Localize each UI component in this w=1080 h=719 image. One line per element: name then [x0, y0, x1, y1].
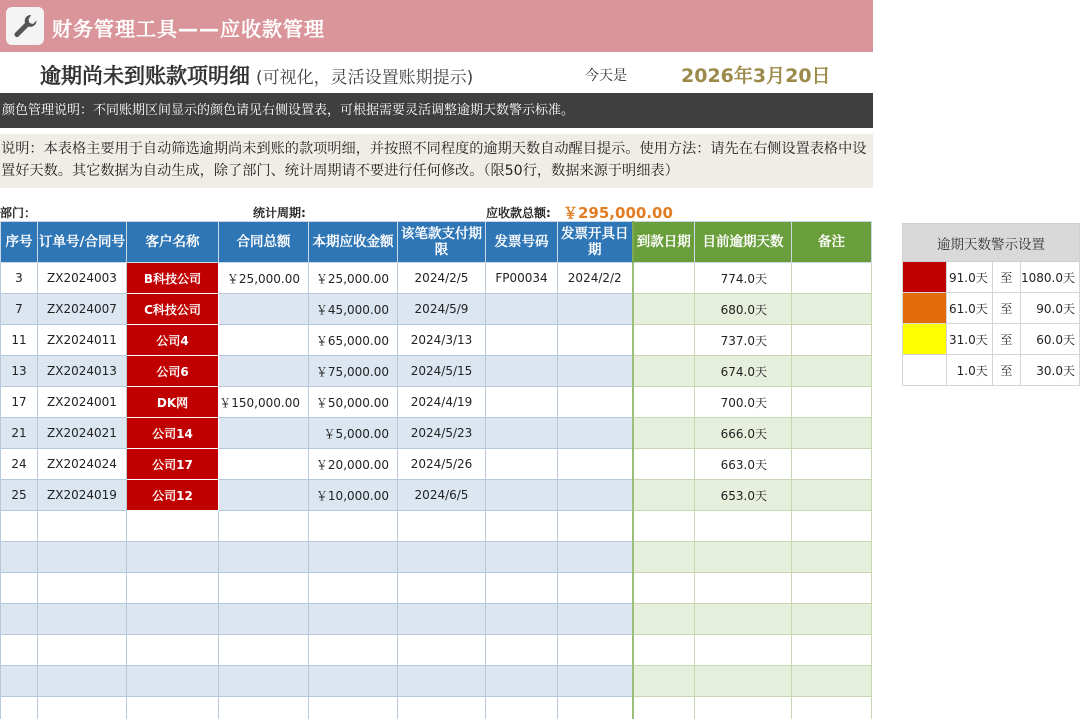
- invoice-date[interactable]: [558, 666, 633, 697]
- customer-name[interactable]: 公司4: [127, 325, 219, 356]
- row-number[interactable]: 21: [1, 418, 38, 449]
- note[interactable]: [792, 325, 872, 356]
- note[interactable]: [792, 697, 872, 719]
- payment-deadline[interactable]: 2024/6/5: [398, 480, 486, 511]
- invoice-number[interactable]: [486, 697, 558, 719]
- column-header[interactable]: 订单号/合同号: [38, 222, 127, 263]
- table-row[interactable]: [1, 573, 872, 604]
- table-row[interactable]: [1, 263, 872, 294]
- contract-total[interactable]: ￥150,000.00: [219, 387, 309, 418]
- warning-row: [903, 324, 1080, 355]
- overdue-days[interactable]: 680.0天: [695, 294, 792, 325]
- invoice-date[interactable]: [558, 542, 633, 573]
- due-amount[interactable]: ￥75,000.00: [309, 356, 398, 387]
- customer-name[interactable]: B科技公司: [127, 263, 219, 294]
- invoice-number[interactable]: [486, 356, 558, 387]
- usage-description: 说明：本表格主要用于自动筛选逾期尚未到账的款项明细，并按照不同程度的逾期天数自动醒目提示。使用方法：请先在右侧设置表格中设置好天数。其它数据为自动生成，除了部门、统计周期请不要进行任何修改。（限50行，数据来源于明细表）: [0, 134, 873, 188]
- overdue-days[interactable]: 653.0天: [695, 480, 792, 511]
- invoice-date[interactable]: [558, 449, 633, 480]
- invoice-number[interactable]: [486, 604, 558, 635]
- payment-date[interactable]: [633, 294, 695, 325]
- app-banner: [0, 0, 873, 52]
- row-number[interactable]: [1, 573, 38, 604]
- contract-total[interactable]: [219, 635, 309, 666]
- order-number[interactable]: [38, 635, 127, 666]
- contract-total[interactable]: [219, 511, 309, 542]
- payment-deadline[interactable]: [398, 697, 486, 719]
- table-row[interactable]: [1, 604, 872, 635]
- customer-name[interactable]: [127, 697, 219, 719]
- color-note: 颜色管理说明：不同账期区间显示的颜色请见右侧设置表，可根据需要灵活调整逾期天数警示标准。: [0, 93, 873, 128]
- note[interactable]: [792, 666, 872, 697]
- row-number[interactable]: 7: [1, 294, 38, 325]
- overdue-days[interactable]: [695, 573, 792, 604]
- row-number[interactable]: [1, 604, 38, 635]
- row-number[interactable]: 24: [1, 449, 38, 480]
- due-amount[interactable]: [309, 635, 398, 666]
- invoice-date[interactable]: [558, 356, 633, 387]
- invoice-number[interactable]: [486, 635, 558, 666]
- payment-date[interactable]: [633, 666, 695, 697]
- range-separator: 至: [992, 293, 1020, 324]
- range-from[interactable]: 1.0天: [946, 355, 992, 386]
- table-row[interactable]: [1, 666, 872, 697]
- invoice-date[interactable]: [558, 573, 633, 604]
- invoice-number[interactable]: FP00034: [486, 263, 558, 294]
- page-subtitle: (可视化，灵活设置账期提示): [256, 68, 474, 88]
- range-separator: 至: [992, 355, 1020, 386]
- payment-date[interactable]: [633, 387, 695, 418]
- order-number[interactable]: [38, 511, 127, 542]
- row-number[interactable]: [1, 635, 38, 666]
- contract-total[interactable]: [219, 449, 309, 480]
- page-title: [40, 60, 473, 90]
- order-number[interactable]: ZX2024011: [38, 325, 127, 356]
- table-row[interactable]: [1, 697, 872, 719]
- order-number[interactable]: ZX2024019: [38, 480, 127, 511]
- column-header[interactable]: 该笔款支付期限: [398, 222, 486, 263]
- note[interactable]: [792, 511, 872, 542]
- due-amount[interactable]: [309, 542, 398, 573]
- contract-total[interactable]: [219, 418, 309, 449]
- note[interactable]: [792, 294, 872, 325]
- invoice-date[interactable]: [558, 325, 633, 356]
- color-swatch[interactable]: [903, 355, 947, 386]
- payment-date[interactable]: [633, 511, 695, 542]
- payment-date[interactable]: [633, 697, 695, 719]
- customer-name[interactable]: [127, 511, 219, 542]
- customer-name[interactable]: [127, 604, 219, 635]
- contract-total[interactable]: [219, 325, 309, 356]
- contract-total[interactable]: [219, 294, 309, 325]
- overdue-days[interactable]: 737.0天: [695, 325, 792, 356]
- invoice-number[interactable]: [486, 418, 558, 449]
- invoice-number[interactable]: [486, 542, 558, 573]
- payment-deadline[interactable]: [398, 604, 486, 635]
- table-row[interactable]: [1, 356, 872, 387]
- note[interactable]: [792, 480, 872, 511]
- order-number[interactable]: ZX2024003: [38, 263, 127, 294]
- note[interactable]: [792, 542, 872, 573]
- warning-row: [903, 262, 1080, 293]
- payment-deadline[interactable]: 2024/5/15: [398, 356, 486, 387]
- today-label: 今天是: [585, 68, 627, 84]
- invoice-date[interactable]: [558, 697, 633, 719]
- wrench-icon[interactable]: [6, 7, 44, 45]
- range-from[interactable]: 61.0天: [946, 293, 992, 324]
- customer-name[interactable]: 公司12: [127, 480, 219, 511]
- payment-date[interactable]: [633, 325, 695, 356]
- dept-label: 部门：: [0, 206, 37, 220]
- order-number[interactable]: [38, 697, 127, 719]
- note[interactable]: [792, 356, 872, 387]
- payment-date[interactable]: [633, 542, 695, 573]
- table-row[interactable]: [1, 387, 872, 418]
- column-header[interactable]: 目前逾期天数: [695, 222, 792, 263]
- column-header[interactable]: 序号: [1, 222, 38, 263]
- invoice-date[interactable]: 2024/2/2: [558, 263, 633, 294]
- due-amount[interactable]: ￥5,000.00: [309, 418, 398, 449]
- customer-name[interactable]: 公司6: [127, 356, 219, 387]
- customer-name[interactable]: [127, 666, 219, 697]
- range-separator: 至: [992, 262, 1020, 293]
- due-amount[interactable]: [309, 697, 398, 719]
- overdue-days[interactable]: 674.0天: [695, 356, 792, 387]
- payment-deadline[interactable]: [398, 511, 486, 542]
- contract-total[interactable]: ￥25,000.00: [219, 263, 309, 294]
- contract-total[interactable]: [219, 697, 309, 719]
- invoice-date[interactable]: [558, 418, 633, 449]
- customer-name[interactable]: C科技公司: [127, 294, 219, 325]
- overdue-days[interactable]: 700.0天: [695, 387, 792, 418]
- invoice-date[interactable]: [558, 635, 633, 666]
- due-amount[interactable]: [309, 666, 398, 697]
- column-header[interactable]: 到款日期: [633, 222, 695, 263]
- row-number[interactable]: [1, 697, 38, 719]
- payment-date[interactable]: [633, 418, 695, 449]
- payment-deadline[interactable]: 2024/2/5: [398, 263, 486, 294]
- due-amount[interactable]: ￥20,000.00: [309, 449, 398, 480]
- row-number[interactable]: 3: [1, 263, 38, 294]
- invoice-number[interactable]: [486, 294, 558, 325]
- range-from[interactable]: 91.0天: [946, 262, 992, 293]
- range-to[interactable]: 30.0天: [1020, 355, 1079, 386]
- order-number[interactable]: [38, 666, 127, 697]
- due-amount[interactable]: [309, 511, 398, 542]
- order-number[interactable]: [38, 542, 127, 573]
- row-number[interactable]: 17: [1, 387, 38, 418]
- row-number[interactable]: 13: [1, 356, 38, 387]
- today-date: 2026年3月20日: [681, 65, 831, 87]
- overdue-days[interactable]: [695, 604, 792, 635]
- overdue-days[interactable]: [695, 697, 792, 719]
- column-header[interactable]: 备注: [792, 222, 872, 263]
- overdue-days[interactable]: 663.0天: [695, 449, 792, 480]
- invoice-number[interactable]: [486, 511, 558, 542]
- invoice-date[interactable]: [558, 511, 633, 542]
- total-value: ￥295,000.00: [563, 204, 673, 222]
- contract-total[interactable]: [219, 604, 309, 635]
- contract-total[interactable]: [219, 542, 309, 573]
- invoice-date[interactable]: [558, 604, 633, 635]
- table-row[interactable]: [1, 635, 872, 666]
- table-row[interactable]: [1, 449, 872, 480]
- range-separator: 至: [992, 324, 1020, 355]
- warning-row: [903, 293, 1080, 324]
- table-row[interactable]: [1, 325, 872, 356]
- customer-name[interactable]: [127, 573, 219, 604]
- payment-date[interactable]: [633, 480, 695, 511]
- customer-name[interactable]: [127, 635, 219, 666]
- row-number[interactable]: 25: [1, 480, 38, 511]
- customer-name[interactable]: 公司14: [127, 418, 219, 449]
- column-header[interactable]: 合同总额: [219, 222, 309, 263]
- overdue-days[interactable]: [695, 542, 792, 573]
- customer-name[interactable]: 公司17: [127, 449, 219, 480]
- due-amount[interactable]: ￥65,000.00: [309, 325, 398, 356]
- table-body: [1, 263, 872, 719]
- table-row[interactable]: [1, 294, 872, 325]
- app-title: 财务管理工具——应收款管理: [52, 17, 325, 41]
- due-amount[interactable]: ￥45,000.00: [309, 294, 398, 325]
- row-number[interactable]: 11: [1, 325, 38, 356]
- invoice-number[interactable]: [486, 449, 558, 480]
- note[interactable]: [792, 604, 872, 635]
- payment-deadline[interactable]: 2024/5/9: [398, 294, 486, 325]
- due-amount[interactable]: ￥25,000.00: [309, 263, 398, 294]
- contract-total[interactable]: [219, 573, 309, 604]
- invoice-date[interactable]: [558, 294, 633, 325]
- total-label: 应收款总额:: [486, 206, 551, 220]
- order-number[interactable]: [38, 604, 127, 635]
- payment-date[interactable]: [633, 263, 695, 294]
- table-header: [1, 222, 872, 263]
- payment-deadline[interactable]: 2024/5/26: [398, 449, 486, 480]
- note[interactable]: [792, 263, 872, 294]
- order-number[interactable]: ZX2024013: [38, 356, 127, 387]
- period-label: 统计周期:: [253, 206, 306, 220]
- payment-date[interactable]: [633, 573, 695, 604]
- table-row[interactable]: [1, 542, 872, 573]
- invoice-number[interactable]: [486, 387, 558, 418]
- invoice-number[interactable]: [486, 573, 558, 604]
- customer-name[interactable]: [127, 542, 219, 573]
- range-to[interactable]: 1080.0天: [1020, 262, 1079, 293]
- warning-row: [903, 355, 1080, 386]
- payment-deadline[interactable]: [398, 666, 486, 697]
- customer-name[interactable]: DK网: [127, 387, 219, 418]
- overdue-table: [0, 221, 872, 719]
- note[interactable]: [792, 449, 872, 480]
- invoice-number[interactable]: [486, 480, 558, 511]
- table-row[interactable]: [1, 480, 872, 511]
- note[interactable]: [792, 387, 872, 418]
- payment-deadline[interactable]: [398, 573, 486, 604]
- overdue-days[interactable]: [695, 666, 792, 697]
- table-row[interactable]: [1, 418, 872, 449]
- row-number[interactable]: [1, 666, 38, 697]
- row-number[interactable]: [1, 511, 38, 542]
- invoice-number[interactable]: [486, 666, 558, 697]
- warning-settings-body: [903, 262, 1080, 386]
- payment-date[interactable]: [633, 635, 695, 666]
- range-to[interactable]: 90.0天: [1020, 293, 1079, 324]
- due-amount[interactable]: ￥10,000.00: [309, 480, 398, 511]
- payment-deadline[interactable]: 2024/5/23: [398, 418, 486, 449]
- column-header[interactable]: 发票号码: [486, 222, 558, 263]
- color-swatch[interactable]: [903, 293, 947, 324]
- order-number[interactable]: ZX2024021: [38, 418, 127, 449]
- column-header[interactable]: 本期应收金额: [309, 222, 398, 263]
- due-amount[interactable]: ￥50,000.00: [309, 387, 398, 418]
- payment-deadline[interactable]: 2024/3/13: [398, 325, 486, 356]
- order-number[interactable]: ZX2024001: [38, 387, 127, 418]
- warning-settings-table: [902, 223, 1080, 386]
- color-swatch[interactable]: [903, 324, 947, 355]
- payment-deadline[interactable]: [398, 635, 486, 666]
- payment-date[interactable]: [633, 604, 695, 635]
- order-number[interactable]: ZX2024024: [38, 449, 127, 480]
- note[interactable]: [792, 573, 872, 604]
- note[interactable]: [792, 635, 872, 666]
- range-to[interactable]: 60.0天: [1020, 324, 1079, 355]
- invoice-number[interactable]: [486, 325, 558, 356]
- note[interactable]: [792, 418, 872, 449]
- overdue-days[interactable]: [695, 511, 792, 542]
- payment-date[interactable]: [633, 449, 695, 480]
- overdue-days[interactable]: [695, 635, 792, 666]
- contract-total[interactable]: [219, 666, 309, 697]
- contract-total[interactable]: [219, 480, 309, 511]
- range-from[interactable]: 31.0天: [946, 324, 992, 355]
- invoice-date[interactable]: [558, 480, 633, 511]
- due-amount[interactable]: [309, 573, 398, 604]
- order-number[interactable]: [38, 573, 127, 604]
- column-header[interactable]: 客户名称: [127, 222, 219, 263]
- payment-date[interactable]: [633, 356, 695, 387]
- row-number[interactable]: [1, 542, 38, 573]
- color-swatch[interactable]: [903, 262, 947, 293]
- overdue-days[interactable]: 666.0天: [695, 418, 792, 449]
- invoice-date[interactable]: [558, 387, 633, 418]
- payment-deadline[interactable]: [398, 542, 486, 573]
- page-title-text: 逾期尚未到账款项明细: [40, 64, 250, 88]
- payment-deadline[interactable]: 2024/4/19: [398, 387, 486, 418]
- column-header[interactable]: 发票开具日期: [558, 222, 633, 263]
- contract-total[interactable]: [219, 356, 309, 387]
- due-amount[interactable]: [309, 604, 398, 635]
- overdue-days[interactable]: 774.0天: [695, 263, 792, 294]
- order-number[interactable]: ZX2024007: [38, 294, 127, 325]
- warning-settings-title: 逾期天数警示设置: [903, 224, 1080, 262]
- table-row[interactable]: [1, 511, 872, 542]
